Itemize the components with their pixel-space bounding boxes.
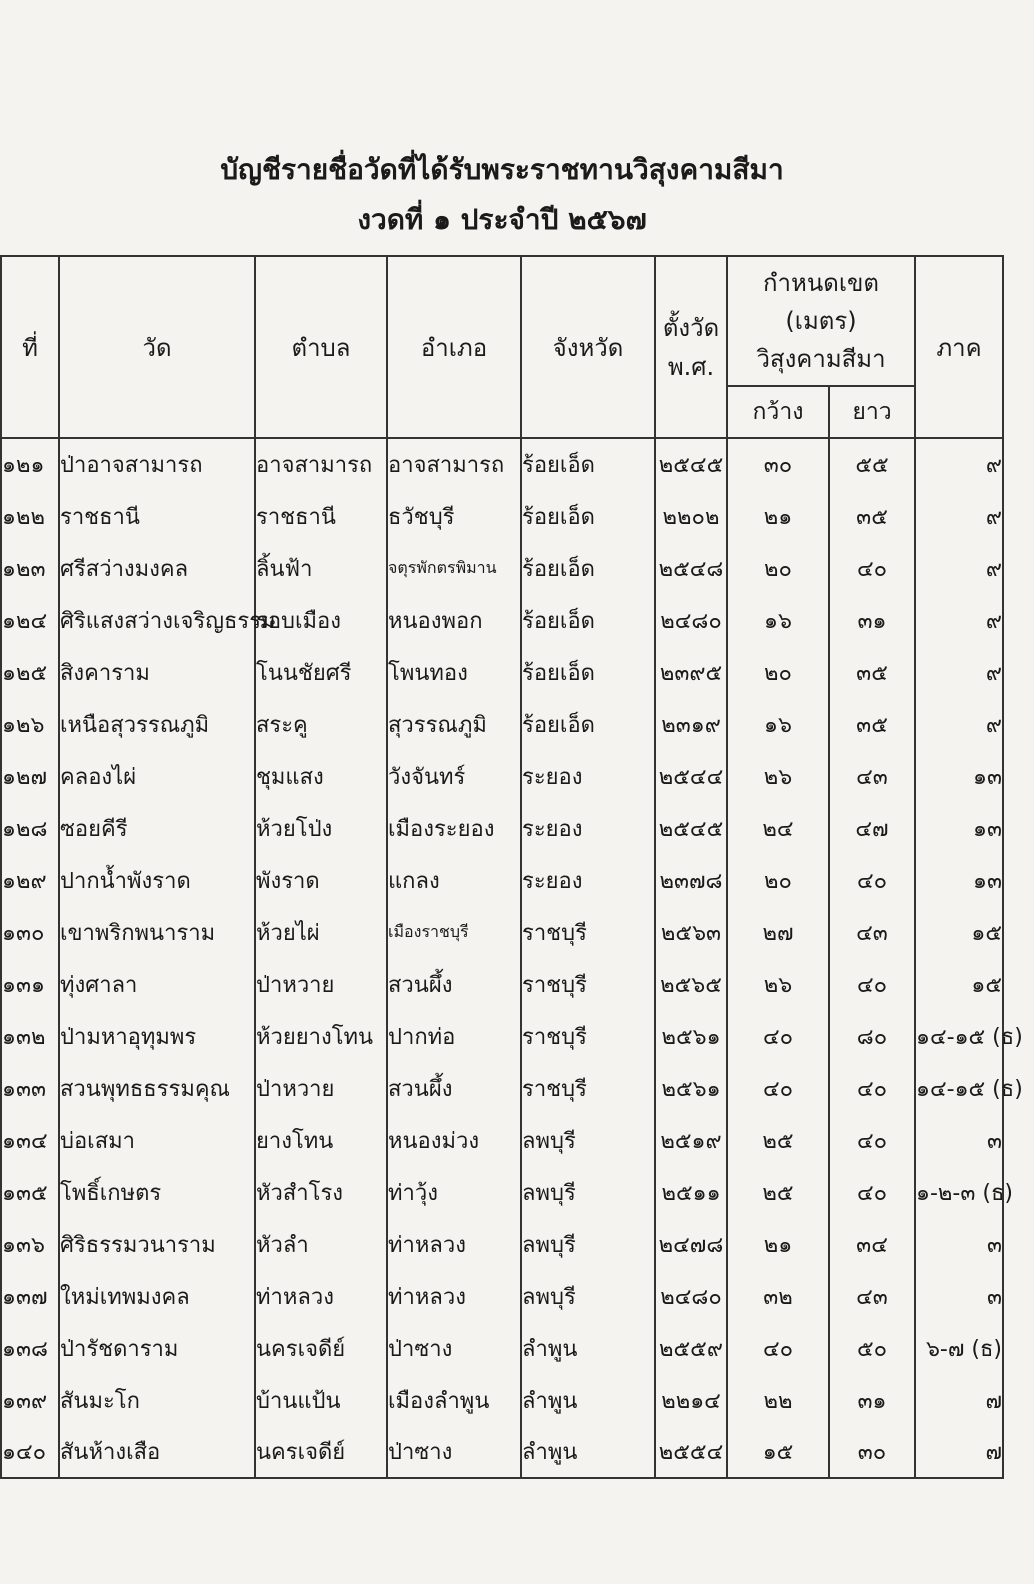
- cell-temple: โพธิ์เกษตร: [59, 1166, 255, 1218]
- cell-region: ๑๓: [915, 802, 1003, 854]
- table-row: [1, 1114, 1003, 1166]
- cell-province: ราชบุรี: [521, 1010, 655, 1062]
- table-row: [1, 490, 1003, 542]
- cell-temple: ศรีสว่างมงคล: [59, 542, 255, 594]
- cell-subdistrict: ห้วยยางโทน: [255, 1010, 387, 1062]
- cell-province: ราชบุรี: [521, 1062, 655, 1114]
- cell-region: ๖-๗ (ธ): [915, 1322, 1003, 1374]
- header-region: ภาค: [915, 256, 1003, 438]
- cell-no: ๑๓๘: [1, 1322, 59, 1374]
- cell-district: สุวรรณภูมิ: [387, 698, 521, 750]
- cell-no: ๑๓๐: [1, 906, 59, 958]
- table-row: [1, 958, 1003, 1010]
- table-row: [1, 1166, 1003, 1218]
- cell-district: หนองพอก: [387, 594, 521, 646]
- cell-district: วังจันทร์: [387, 750, 521, 802]
- cell-subdistrict: ป่าหวาย: [255, 1062, 387, 1114]
- cell-width: ๒๔: [727, 802, 829, 854]
- table-row: [1, 542, 1003, 594]
- table-row: [1, 1062, 1003, 1114]
- cell-temple: สิงคาราม: [59, 646, 255, 698]
- cell-no: ๑๓๙: [1, 1374, 59, 1426]
- cell-region: ๙: [915, 490, 1003, 542]
- cell-district: สวนผึ้ง: [387, 1062, 521, 1114]
- cell-length: ๓๑: [829, 1374, 915, 1426]
- header-province: จังหวัด: [521, 256, 655, 438]
- cell-length: ๓๔: [829, 1218, 915, 1270]
- cell-length: ๓๕: [829, 698, 915, 750]
- cell-subdistrict: โนนชัยศรี: [255, 646, 387, 698]
- cell-no: ๑๓๕: [1, 1166, 59, 1218]
- header-founded-line1: ตั้งวัด: [662, 314, 720, 342]
- cell-district: เมืองระยอง: [387, 802, 521, 854]
- cell-founded-year: ๒๕๔๘: [655, 542, 727, 594]
- cell-width: ๑๕: [727, 1426, 829, 1478]
- cell-founded-year: ๒๕๕๔: [655, 1426, 727, 1478]
- table-row: [1, 802, 1003, 854]
- cell-temple: ศิริแสงสว่างเจริญธรรม: [59, 594, 255, 646]
- cell-district: จตุรพักตรพิมาน: [387, 542, 521, 594]
- cell-subdistrict: อาจสามารถ: [255, 438, 387, 490]
- cell-province: ระยอง: [521, 854, 655, 906]
- cell-width: ๔๐: [727, 1062, 829, 1114]
- cell-province: ร้อยเอ็ด: [521, 698, 655, 750]
- cell-founded-year: ๒๕๕๙: [655, 1322, 727, 1374]
- cell-province: ร้อยเอ็ด: [521, 542, 655, 594]
- cell-province: ลำพูน: [521, 1426, 655, 1478]
- cell-province: ลำพูน: [521, 1322, 655, 1374]
- table-row: [1, 1218, 1003, 1270]
- cell-region: ๙: [915, 542, 1003, 594]
- cell-width: ๒๕: [727, 1114, 829, 1166]
- table-row: [1, 594, 1003, 646]
- cell-temple: ทุ่งศาลา: [59, 958, 255, 1010]
- cell-founded-year: ๒๔๘๐: [655, 594, 727, 646]
- cell-temple: สันห้างเสือ: [59, 1426, 255, 1478]
- header-district: อำเภอ: [387, 256, 521, 438]
- table-row: [1, 1270, 1003, 1322]
- cell-region: ๓: [915, 1114, 1003, 1166]
- cell-no: ๑๒๗: [1, 750, 59, 802]
- table-row: [1, 1322, 1003, 1374]
- cell-no: ๑๓๖: [1, 1218, 59, 1270]
- cell-subdistrict: ลิ้นฟ้า: [255, 542, 387, 594]
- cell-district: อาจสามารถ: [387, 438, 521, 490]
- header-boundary: [727, 256, 915, 386]
- cell-province: ลพบุรี: [521, 1114, 655, 1166]
- cell-no: ๑๒๕: [1, 646, 59, 698]
- cell-length: ๕๐: [829, 1322, 915, 1374]
- cell-temple: ป่ารัชดาราม: [59, 1322, 255, 1374]
- cell-length: ๔๓: [829, 750, 915, 802]
- temple-list-table: [0, 255, 1023, 1479]
- cell-district: หนองม่วง: [387, 1114, 521, 1166]
- cell-district: ป่าซาง: [387, 1426, 521, 1478]
- cell-temple: ป่ามหาอุทุมพร: [59, 1010, 255, 1062]
- cell-region: ๙: [915, 646, 1003, 698]
- header-width: กว้าง: [727, 386, 829, 438]
- cell-province: ระยอง: [521, 802, 655, 854]
- cell-width: ๑๖: [727, 594, 829, 646]
- cell-province: ลพบุรี: [521, 1270, 655, 1322]
- header-founded-year: [655, 256, 727, 438]
- cell-width: ๒๐: [727, 542, 829, 594]
- cell-district: เมืองลำพูน: [387, 1374, 521, 1426]
- header-no: ที่: [1, 256, 59, 438]
- cell-subdistrict: สระคู: [255, 698, 387, 750]
- cell-width: ๒๑: [727, 490, 829, 542]
- cell-founded-year: ๒๒๑๔: [655, 1374, 727, 1426]
- cell-width: ๓๐: [727, 438, 829, 490]
- cell-no: ๑๓๔: [1, 1114, 59, 1166]
- cell-no: ๑๒๖: [1, 698, 59, 750]
- cell-founded-year: ๒๕๔๔: [655, 750, 727, 802]
- cell-length: ๓๑: [829, 594, 915, 646]
- cell-subdistrict: ห้วยไผ่: [255, 906, 387, 958]
- cell-province: ราชบุรี: [521, 958, 655, 1010]
- cell-width: ๓๒: [727, 1270, 829, 1322]
- cell-temple: สวนพุทธธรรมคุณ: [59, 1062, 255, 1114]
- cell-subdistrict: บ้านแป้น: [255, 1374, 387, 1426]
- cell-region: ๑-๒-๓ (ธ): [915, 1166, 1003, 1218]
- cell-region: ๗: [915, 1426, 1003, 1478]
- cell-no: ๑๒๘: [1, 802, 59, 854]
- cell-province: ลพบุรี: [521, 1218, 655, 1270]
- cell-district: ท่าหลวง: [387, 1270, 521, 1322]
- table-body: [1, 438, 1023, 1478]
- cell-region: ๙: [915, 594, 1003, 646]
- cell-temple: ราชธานี: [59, 490, 255, 542]
- cell-temple: ป่าอาจสามารถ: [59, 438, 255, 490]
- cell-length: ๔๐: [829, 542, 915, 594]
- cell-width: ๒๕: [727, 1166, 829, 1218]
- cell-founded-year: ๒๕๖๕: [655, 958, 727, 1010]
- cell-no: ๑๒๙: [1, 854, 59, 906]
- cell-length: ๔๐: [829, 854, 915, 906]
- cell-subdistrict: ห้วยโป่ง: [255, 802, 387, 854]
- cell-length: ๘๐: [829, 1010, 915, 1062]
- cell-temple: ใหม่เทพมงคล: [59, 1270, 255, 1322]
- cell-region: ๑๔-๑๕ (ธ): [915, 1010, 1003, 1062]
- cell-width: ๔๐: [727, 1010, 829, 1062]
- cell-no: ๑๓๓: [1, 1062, 59, 1114]
- cell-region: ๑๕: [915, 958, 1003, 1010]
- table-row: [1, 906, 1003, 958]
- cell-length: ๕๕: [829, 438, 915, 490]
- cell-district: สวนผึ้ง: [387, 958, 521, 1010]
- cell-founded-year: ๒๕๑๑: [655, 1166, 727, 1218]
- header-length: ยาว: [829, 386, 915, 438]
- cell-founded-year: ๒๔๘๐: [655, 1270, 727, 1322]
- header-boundary-line2: (เมตร): [785, 307, 857, 335]
- cell-temple: บ่อเสมา: [59, 1114, 255, 1166]
- cell-district: ป่าซาง: [387, 1322, 521, 1374]
- cell-no: ๑๓๗: [1, 1270, 59, 1322]
- header-boundary-line1: กำหนดเขต: [763, 269, 880, 297]
- cell-founded-year: ๒๕๔๕: [655, 802, 727, 854]
- cell-province: ลำพูน: [521, 1374, 655, 1426]
- cell-width: ๒๑: [727, 1218, 829, 1270]
- cell-no: ๑๒๑: [1, 438, 59, 490]
- cell-length: ๔๐: [829, 1114, 915, 1166]
- table-row: [1, 646, 1003, 698]
- header-boundary-line3: วิสุงคามสีมา: [756, 345, 886, 373]
- cell-founded-year: ๒๕๖๑: [655, 1062, 727, 1114]
- cell-district: ธวัชบุรี: [387, 490, 521, 542]
- cell-width: ๑๖: [727, 698, 829, 750]
- cell-subdistrict: รอบเมือง: [255, 594, 387, 646]
- cell-district: เมืองราชบุรี: [387, 906, 521, 958]
- cell-subdistrict: ท่าหลวง: [255, 1270, 387, 1322]
- cell-no: ๑๔๐: [1, 1426, 59, 1478]
- cell-subdistrict: ชุมแสง: [255, 750, 387, 802]
- cell-founded-year: ๒๔๗๘: [655, 1218, 727, 1270]
- cell-founded-year: ๒๓๙๕: [655, 646, 727, 698]
- cell-region: ๙: [915, 438, 1003, 490]
- cell-region: ๗: [915, 1374, 1003, 1426]
- document-title: บัญชีรายชื่อวัดที่ได้รับพระราชทานวิสุงคามสีมา: [220, 153, 784, 186]
- cell-district: แกลง: [387, 854, 521, 906]
- cell-length: ๓๕: [829, 646, 915, 698]
- cell-founded-year: ๒๕๖๓: [655, 906, 727, 958]
- cell-length: ๓๕: [829, 490, 915, 542]
- cell-temple: เหนือสุวรรณภูมิ: [59, 698, 255, 750]
- cell-length: ๔๓: [829, 906, 915, 958]
- cell-region: ๑๔-๑๕ (ธ): [915, 1062, 1003, 1114]
- cell-founded-year: ๒๓๑๙: [655, 698, 727, 750]
- cell-province: ระยอง: [521, 750, 655, 802]
- header-subdistrict: ตำบล: [255, 256, 387, 438]
- cell-province: ร้อยเอ็ด: [521, 594, 655, 646]
- cell-region: ๑๓: [915, 750, 1003, 802]
- document-subtitle: งวดที่ ๑ ประจำปี ๒๕๖๗: [357, 203, 647, 236]
- cell-temple: คลองไผ่: [59, 750, 255, 802]
- cell-district: โพนทอง: [387, 646, 521, 698]
- cell-district: ท่าวุ้ง: [387, 1166, 521, 1218]
- table-row: [1, 698, 1003, 750]
- cell-region: ๑๓: [915, 854, 1003, 906]
- cell-temple: สันมะโก: [59, 1374, 255, 1426]
- cell-region: ๑๕: [915, 906, 1003, 958]
- cell-founded-year: ๒๓๗๘: [655, 854, 727, 906]
- cell-length: ๔๗: [829, 802, 915, 854]
- header-founded-line2: พ.ศ.: [667, 353, 715, 381]
- cell-province: ร้อยเอ็ด: [521, 646, 655, 698]
- cell-length: ๔๐: [829, 1166, 915, 1218]
- cell-founded-year: ๒๕๑๙: [655, 1114, 727, 1166]
- cell-subdistrict: ราชธานี: [255, 490, 387, 542]
- cell-subdistrict: หัวลำ: [255, 1218, 387, 1270]
- cell-width: ๒๒: [727, 1374, 829, 1426]
- cell-temple: ปากน้ำพังราด: [59, 854, 255, 906]
- cell-subdistrict: นครเจดีย์: [255, 1322, 387, 1374]
- cell-width: ๒๖: [727, 750, 829, 802]
- cell-district: ปากท่อ: [387, 1010, 521, 1062]
- cell-length: ๔๐: [829, 1062, 915, 1114]
- cell-width: ๒๐: [727, 646, 829, 698]
- table-row: [1, 750, 1003, 802]
- cell-founded-year: ๒๕๖๑: [655, 1010, 727, 1062]
- table-row: [1, 1010, 1003, 1062]
- cell-width: ๒๖: [727, 958, 829, 1010]
- cell-province: ร้อยเอ็ด: [521, 490, 655, 542]
- cell-subdistrict: พังราด: [255, 854, 387, 906]
- cell-founded-year: ๒๒๐๒: [655, 490, 727, 542]
- table-row: [1, 1374, 1003, 1426]
- cell-subdistrict: ยางโทน: [255, 1114, 387, 1166]
- cell-region: ๓: [915, 1218, 1003, 1270]
- cell-region: ๙: [915, 698, 1003, 750]
- cell-no: ๑๓๒: [1, 1010, 59, 1062]
- cell-region: ๓: [915, 1270, 1003, 1322]
- cell-width: ๒๐: [727, 854, 829, 906]
- cell-temple: ซอยคีรี: [59, 802, 255, 854]
- cell-province: ร้อยเอ็ด: [521, 438, 655, 490]
- header-temple: วัด: [59, 256, 255, 438]
- cell-length: ๔๓: [829, 1270, 915, 1322]
- cell-founded-year: ๒๕๔๕: [655, 438, 727, 490]
- cell-no: ๑๒๓: [1, 542, 59, 594]
- table-row: [1, 854, 1003, 906]
- cell-district: ท่าหลวง: [387, 1218, 521, 1270]
- table-row: [1, 1426, 1003, 1478]
- cell-subdistrict: นครเจดีย์: [255, 1426, 387, 1478]
- cell-no: ๑๓๑: [1, 958, 59, 1010]
- table-row: [1, 438, 1003, 490]
- cell-width: ๔๐: [727, 1322, 829, 1374]
- cell-length: ๓๐: [829, 1426, 915, 1478]
- cell-subdistrict: ป่าหวาย: [255, 958, 387, 1010]
- cell-temple: ศิริธรรมวนาราม: [59, 1218, 255, 1270]
- cell-no: ๑๒๔: [1, 594, 59, 646]
- cell-width: ๒๗: [727, 906, 829, 958]
- cell-length: ๔๐: [829, 958, 915, 1010]
- cell-no: ๑๒๒: [1, 490, 59, 542]
- cell-subdistrict: หัวสำโรง: [255, 1166, 387, 1218]
- cell-temple: เขาพริกพนาราม: [59, 906, 255, 958]
- cell-province: ลพบุรี: [521, 1166, 655, 1218]
- cell-province: ราชบุรี: [521, 906, 655, 958]
